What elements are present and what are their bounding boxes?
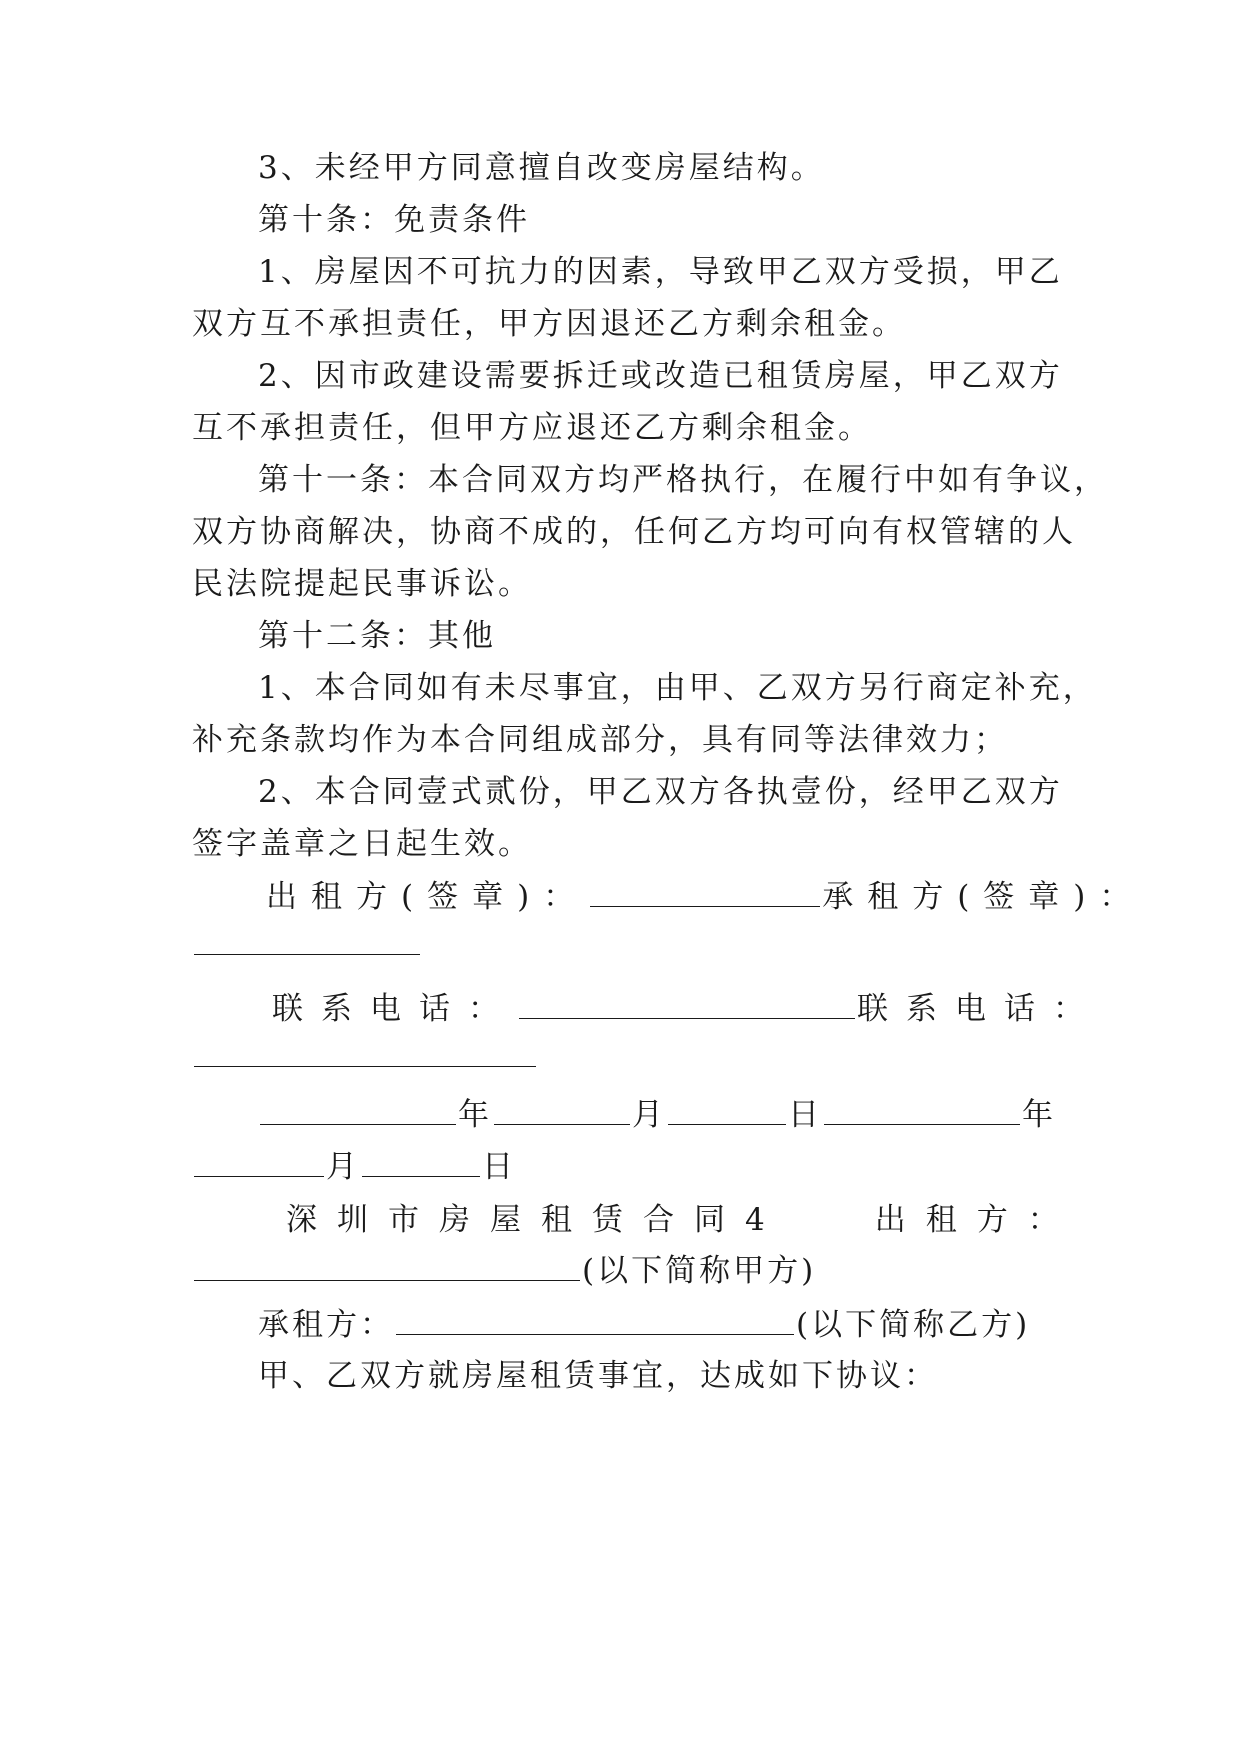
date-row-cont: [192, 1146, 1062, 1187]
month-blank-2: [194, 1146, 324, 1177]
month-blank: [494, 1094, 630, 1125]
paragraph-line: 签字盖章之日起生效。: [192, 826, 532, 862]
phone-row-cont: [192, 1036, 1062, 1077]
lessor-sign-blank: [590, 876, 820, 907]
next-agreement-line: 甲、乙双方就房屋租赁事宜，达成如下协议：: [258, 1358, 938, 1394]
next-lessor-row: [192, 1250, 1062, 1291]
paragraph-line: 互不承担责任，但甲方应退还乙方剩余租金。: [192, 410, 872, 446]
year-label: 年: [458, 1097, 492, 1133]
section-heading: 第十条：免责条件: [258, 202, 530, 238]
lessee-phone-blank: [194, 1036, 536, 1067]
signature-row: [266, 876, 1145, 917]
paragraph-line: 民法院提起民事诉讼。: [192, 566, 532, 602]
next-lessor-blank: [194, 1250, 580, 1281]
lessor-sign-label: 出租方(签章)：: [266, 879, 589, 915]
paragraph-line: 双方互不承担责任，甲方因退还乙方剩余租金。: [192, 306, 906, 342]
lessee-phone-label: 联系电话：: [857, 991, 1102, 1027]
paragraph-line: 1、本合同如有未尽事宜，由甲、乙双方另行商定补充，: [258, 670, 1097, 706]
day-blank-2: [362, 1146, 480, 1177]
day-blank: [668, 1094, 786, 1125]
paragraph-line: 1、房屋因不可抗力的因素，导致甲乙双方受损，甲乙: [258, 254, 1063, 290]
lessor-phone-label: 联系电话：: [272, 991, 517, 1027]
paragraph-line: 3、未经甲方同意擅自改变房屋结构。: [258, 150, 825, 186]
paragraph-line: 2、本合同壹式贰份，甲乙双方各执壹份，经甲乙双方: [258, 774, 1063, 810]
month-label-2: 月: [326, 1149, 360, 1185]
paragraph-line: 2、因市政建设需要拆迁或改造已租赁房屋，甲乙双方: [258, 358, 1063, 394]
paragraph-line: 补充条款均作为本合同组成部分，具有同等法律效力；: [192, 722, 1008, 758]
day-label-2: 日: [482, 1149, 516, 1185]
lessor-phone-blank: [519, 988, 855, 1019]
section-heading: 第十二条：其他: [258, 618, 496, 654]
next-contract-title-row: [286, 1200, 1079, 1240]
date-row: [258, 1094, 1062, 1135]
lessee-sign-label: 承租方(签章)：: [822, 879, 1145, 915]
next-lessee-blank: [396, 1304, 794, 1335]
signature-row-cont: [192, 924, 1062, 965]
next-lessee-row: [258, 1304, 1062, 1345]
next-lessee-suffix: (以下简称乙方): [796, 1307, 1031, 1343]
lessee-sign-blank: [194, 924, 420, 955]
next-lessor-suffix: (以下简称甲方): [582, 1253, 817, 1289]
year-blank-2: [824, 1094, 1020, 1125]
next-contract-title: 深圳市房屋租赁合同4: [286, 1202, 785, 1238]
next-lessee-label: 承租方：: [258, 1307, 394, 1343]
year-blank: [260, 1094, 456, 1125]
paragraph-line: 双方协商解决，协商不成的，任何乙方均可向有权管辖的人: [192, 514, 1076, 550]
day-label: 日: [788, 1097, 822, 1133]
year-label-2: 年: [1022, 1097, 1056, 1133]
next-lessor-label: 出租方：: [874, 1202, 1079, 1238]
phone-row: [272, 988, 1102, 1029]
month-label: 月: [632, 1097, 666, 1133]
paragraph-line: 第十一条：本合同双方均严格执行，在履行中如有争议，: [258, 462, 1108, 498]
